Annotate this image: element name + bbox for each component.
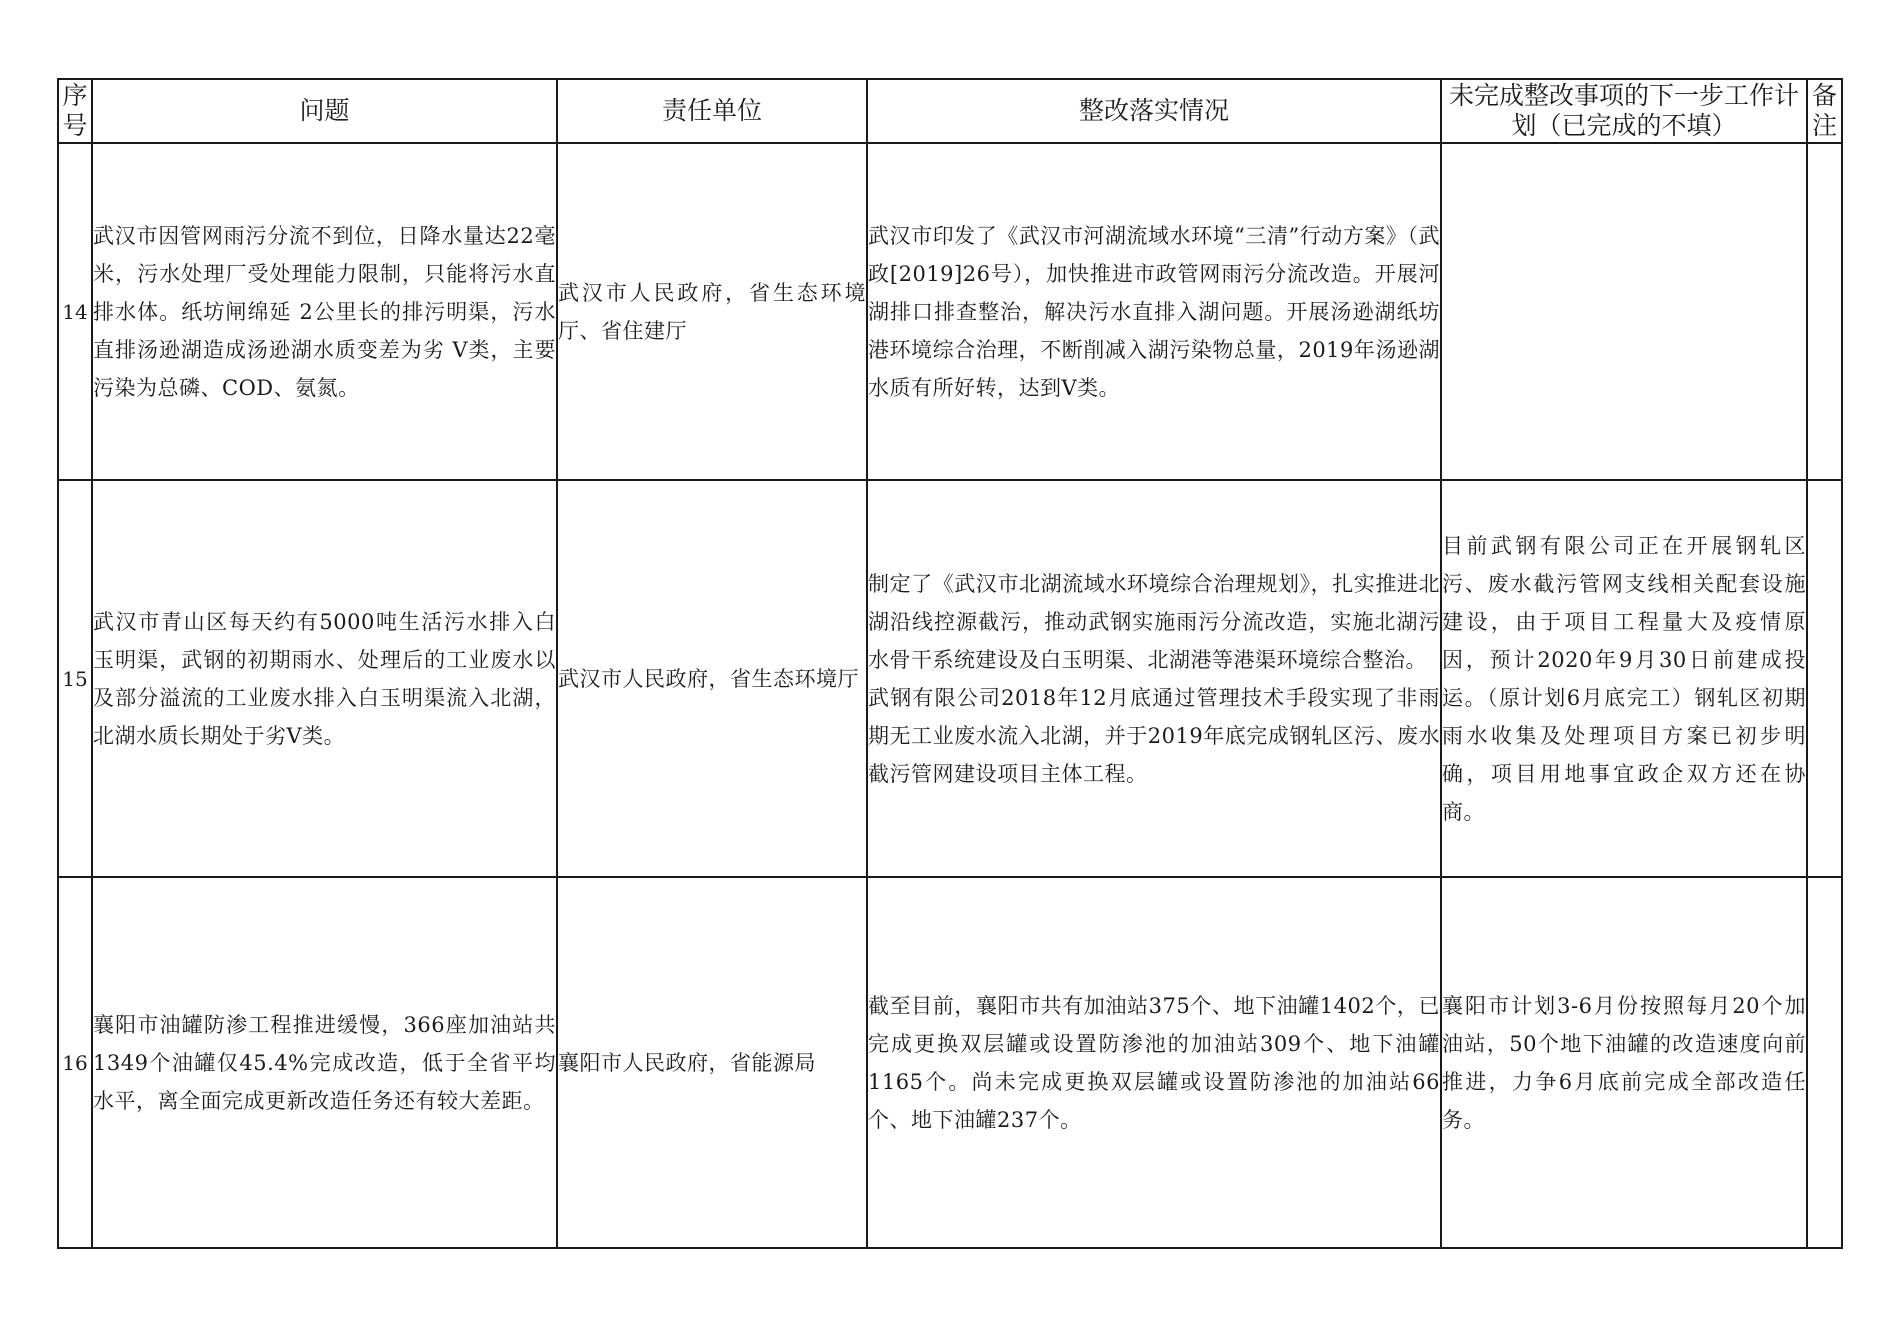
row-plan <box>1441 143 1807 480</box>
header-row <box>58 79 1842 143</box>
row-progress <box>867 480 1441 877</box>
header-unit: 责任单位 <box>557 79 867 143</box>
row-unit: 武汉市人民政府，省生态环境厅 <box>557 480 867 877</box>
header-progress: 整改落实情况 <box>867 79 1441 143</box>
row-unit: 武汉市人民政府，省生态环境厅、省住建厅 <box>557 143 867 480</box>
row-unit: 襄阳市人民政府，省能源局 <box>557 877 867 1248</box>
row-plan: 襄阳市计划3-6月份按照每月20个加油站，50个地下油罐的改造速度向前推进，力争6月底前完成全部改造任务。 <box>1441 877 1807 1248</box>
header-plan: 未完成整改事项的下一步工作计划（已完成的不填） <box>1441 79 1807 143</box>
row-plan: 目前武钢有限公司正在开展钢轧区污、废水截污管网支线相关配套设施建设，由于项目工程量大及疫情原因，预计2020年9月30日前建成投运。（原计划6月底完工）钢轧区初期雨水收集及处理项目方案已初步明确，项目用地事宜政企双方还在协商。 <box>1441 480 1807 877</box>
table-row <box>58 480 1842 877</box>
row-seq: 16 <box>58 877 92 1248</box>
row-problem: 武汉市青山区每天约有5000吨生活污水排入白玉明渠，武钢的初期雨水、处理后的工业废水以及部分溢流的工业废水排入白玉明渠流入北湖，北湖水质长期处于劣V类。 <box>92 480 557 877</box>
row-progress-text: 制定了《武汉市北湖流域水环境综合治理规划》，扎实推进北湖沿线控源截污，推动武钢实施雨污分流改造，实施北湖污水骨干系统建设及白玉明渠、北湖港等港渠环境综合整治。 武钢有限公司2018年12月底通过管理技术手段实现了非雨期无工业废水流入北湖，并于2019年底完成钢轧区污、废水截污管网建设项目主体工程。 <box>868 571 1440 786</box>
row-seq: 15 <box>58 480 92 877</box>
row-problem: 武汉市因管网雨污分流不到位，日降水量达22毫米，污水处理厂受处理能力限制，只能将污水直排水体。纸坊闸绵延 2公里长的排污明渠，污水直排汤逊湖造成汤逊湖水质变差为劣 V类，主要污染为总磷、COD、氨氮。 <box>92 143 557 480</box>
row-note <box>1807 877 1842 1248</box>
header-problem: 问题 <box>92 79 557 143</box>
header-seq: 序号 <box>58 79 92 143</box>
rectification-table <box>57 78 1843 1249</box>
header-note: 备注 <box>1807 79 1842 143</box>
row-seq: 14 <box>58 143 92 480</box>
row-problem: 襄阳市油罐防渗工程推进缓慢，366座加油站共1349个油罐仅45.4%完成改造，低于全省平均水平，离全面完成更新改造任务还有较大差距。 <box>92 877 557 1248</box>
row-progress: 截至目前，襄阳市共有加油站375个、地下油罐1402个，已完成更换双层罐或设置防渗池的加油站309个、地下油罐1165个。尚未完成更换双层罐或设置防渗池的加油站66个、地下油罐237个。 <box>867 877 1441 1248</box>
table-row <box>58 143 1842 480</box>
row-note <box>1807 143 1842 480</box>
row-progress: 武汉市印发了《武汉市河湖流域水环境“三清”行动方案》（武政[2019]26号），加快推进市政管网雨污分流改造。开展河湖排口排查整治，解决污水直排入湖问题。开展汤逊湖纸坊港环境综合治理，不断削减入湖污染物总量，2019年汤逊湖水质有所好转，达到V类。 <box>867 143 1441 480</box>
table-row <box>58 877 1842 1248</box>
row-note <box>1807 480 1842 877</box>
